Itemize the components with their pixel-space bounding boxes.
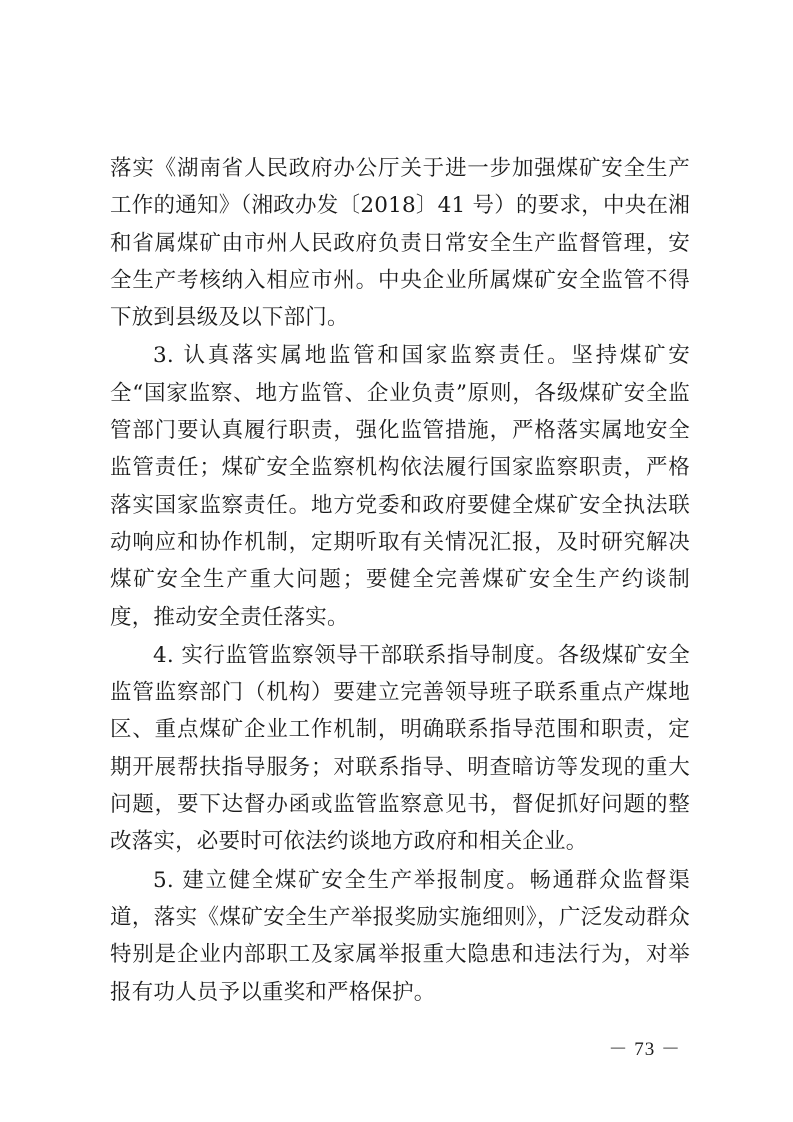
paragraph-continuation: 落实《湖南省人民政府办公厅关于进一步加强煤矿安全生产工作的通知》（湘政办发〔2018〕41 号）的要求，中央在湘和省属煤矿由市州人民政府负责日常安全生产监督管理，安全生产考核纳入相应市州。中央企业所属煤矿安全监管不得下放到县级及以下部门。: [110, 156, 690, 331]
paragraph-item-3: 3. 认真落实属地监管和国家监察责任。坚持煤矿安全“国家监察、地方监管、企业负责”原则，各级煤矿安全监管部门要认真履行职责，强化监管措施，严格落实属地安全监管责任；煤矿安全监察机构依法履行国家监察职责，严格落实国家监察责任。地方党委和政府要健全煤矿安全执法联动响应和协作机制，定期听取有关情况汇报，及时研究解决煤矿安全生产重大问题；要健全完善煤矿安全生产约谈制度，推动安全责任落实。: [110, 343, 690, 630]
body-text: [110, 150, 690, 1012]
page-number: － 73 －: [608, 1039, 681, 1060]
paragraph-item-5: 5. 建立健全煤矿安全生产举报制度。畅通群众监督渠道，落实《煤矿安全生产举报奖励实施细则》，广泛发动群众特别是企业内部职工及家属举报重大隐患和违法行为，对举报有功人员予以重奖和严格保护。: [110, 867, 690, 1005]
paragraph-item-4: 4. 实行监管监察领导干部联系指导制度。各级煤矿安全监管监察部门（机构）要建立完善领导班子联系重点产煤地区、重点煤矿企业工作机制，明确联系指导范围和职责，定期开展帮扶指导服务；对联系指导、明查暗访等发现的重大问题，要下达督办函或监管监察意见书，督促抓好问题的整改落实，必要时可依法约谈地方政府和相关企业。: [110, 642, 690, 855]
